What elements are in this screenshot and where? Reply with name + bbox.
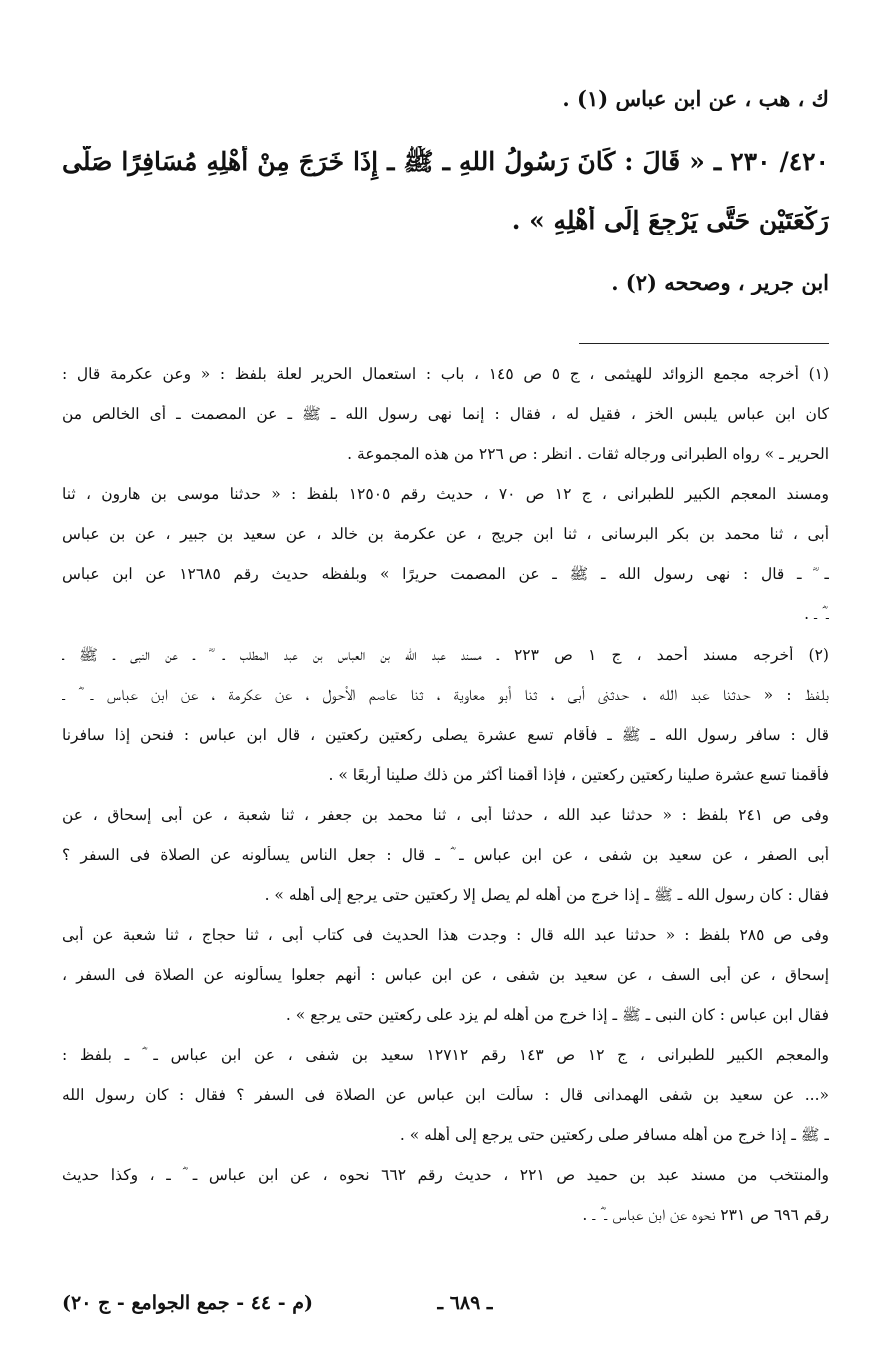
footnote-separator	[579, 343, 829, 344]
printer-signature: (م - ٤٤ - جمع الجوامع - ج ٢٠)	[62, 1292, 314, 1314]
hadith-attribution: ابن جرير ، وصححه (٢) .	[611, 270, 829, 295]
footnote-line: أبى ، ثنا محمد بن بكر البرسانى ، ثنا ابن جريج ، عن عكرمة بن خالد ، عن سعيد بن جبير ، عن بن عباس	[62, 525, 829, 543]
footnote-line: بلفظ : « حدثنا عبد الله ، حدثنى أبى ، ثنا أبو معاوية ، ثنا عاصم الأحول ، عن عكرمة ، عن ابن عباس ـ ؓ ـ	[62, 686, 829, 704]
footnote-line: كان ابن عباس يلبس الخز ، فقيل له ، فقال : إنما نهى رسول الله ـ ﷺ ـ عن المصمت ـ أى الخالص من	[62, 405, 829, 423]
footnote-line: رقم ٦٩٦ ص ٢٣١ نحوه عن ابن عباس ـ ؓ ـ .	[582, 1206, 829, 1224]
footnote-line: فأقمنا تسع عشرة صلينا ركعتين ركعتين ، فإذا أقمنا أكثر من ذلك صلينا أربعًا » .	[328, 766, 829, 784]
footnote-line: والمعجم الكبير للطبرانى ، ج ١٢ ص ١٤٣ رقم ١٢٧١٢ سعيد بن شفى ، عن ابن عباس ـ ؓ ـ بلفظ :	[62, 1046, 829, 1064]
footnote-line: وفى ص ٢٨٥ بلفظ : « حدثنا عبد الله قال : وجدت هذا الحديث فى كتاب أبى ، ثنا حجاج ، ثنا شعبة عن أبى	[62, 926, 829, 944]
footnote-line: «... عن سعيد بن شفى الهمدانى قال : سألت ابن عباس عن الصلاة فى السفر ؟ فقال : كان رسول الله	[62, 1086, 829, 1104]
footnote-line: ـ ﷺ ـ إذا خرج من أهله مسافر صلى ركعتين حتى يرجع إلى أهله » .	[399, 1126, 829, 1144]
footnote-line: فقال ابن عباس : كان النبى ـ ﷺ ـ إذا خرج من أهله لم يزد على ركعتين حتى يرجع » .	[285, 1006, 829, 1024]
footnote-line: والمنتخب من مسند عبد بن حميد ص ٢٢١ ، حديث رقم ٦٦٢ نحوه ، عن ابن عباس ـ ؓ ـ ، وكذا حديث	[62, 1166, 829, 1184]
footnote-line: أبى الصفر ، عن سعيد بن شفى ، عن ابن عباس ـ ؓ ـ قال : جعل الناس يسألونه عن الصلاة فى السفر ؟	[62, 846, 829, 864]
footnote-line: (١) أخرجه مجمع الزوائد للهيثمى ، ج ٥ ص ١٤٥ ، باب : استعمال الحرير لعلة بلفظ : « وعن عكرمة قال :	[62, 365, 829, 383]
footnote-line: ـ ؓ ـ .	[804, 605, 829, 623]
footnote-line: ـ ؓ ـ قال : نهى رسول الله ـ ﷺ ـ عن المصمت حريرًا » وبلفظه حديث رقم ١٢٦٨٥ عن ابن عباس	[62, 565, 829, 583]
page-number: ـ ٦٨٩ ـ	[437, 1292, 493, 1314]
hadith-text-line-1: ٤٢٠/ ٢٣٠ ـ « قَالَ : كَانَ رَسُولُ اللهِ ـ ﷺ ـ إِذَا خَرَجَ مِنْ أَهْلِهِ مُسَافِرًا صَلَّى	[62, 147, 829, 176]
footnote-line: قال : سافر رسول الله ـ ﷺ ـ فأقام تسع عشرة يصلى ركعتين ركعتين ، قال ابن عباس : فنحن إذا سافرنا	[62, 726, 829, 744]
footnote-line: (٢) أخرجه مسند أحمد ، ج ١ ص ٢٢٣ ـ مسند عبد الله بن العباس بن عبد المطلب ـ ؓ ـ عن النبى ـ ﷺ ـ	[62, 646, 829, 664]
footnote-line: فقال : كان رسول الله ـ ﷺ ـ إذا خرج من أهله لم يصل إلا ركعتين حتى يرجع إلى أهله » .	[264, 886, 829, 904]
hadith-text-line-2: رَكْعَتَيْنِ حَتَّى يَرْجِعَ إِلَى أَهْلِهِ » .	[511, 206, 829, 235]
footnote-line: إسحاق ، عن أبى السف ، عن سعيد بن شفى ، عن ابن عباس : أنهم جعلوا يسألونه عن الصلاة فى السفر ،	[62, 966, 829, 984]
footnote-line: ومسند المعجم الكبير للطبرانى ، ج ١٢ ص ٧٠ ، حديث رقم ١٢٥٠٥ بلفظ : « حدثنا موسى بن هارون ، ثنا	[62, 485, 829, 503]
footnote-line: وفى ص ٢٤١ بلفظ : « حدثنا عبد الله ، حدثنا أبى ، ثنا محمد بن جعفر ، ثنا شعبة ، عن أبى إسحاق ، عن	[62, 806, 829, 824]
hadith-sources-line: ك ، هب ، عن ابن عباس (١) .	[562, 86, 829, 111]
footnote-line: الحرير ـ » رواه الطبرانى ورجاله ثقات . انظر : ص ٢٢٦ من هذه المجموعة .	[347, 445, 829, 463]
